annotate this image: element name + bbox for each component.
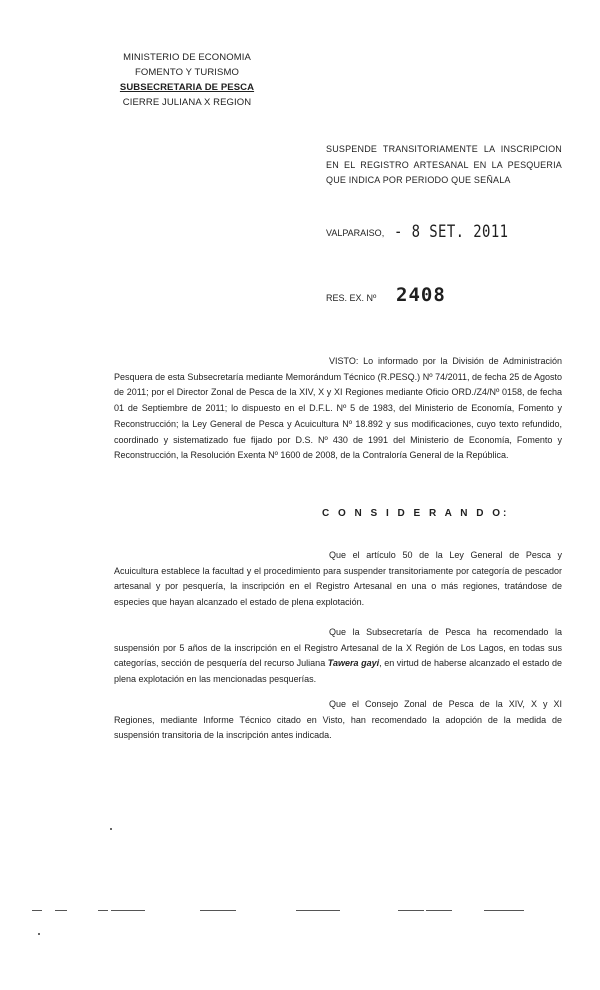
- resolution-number: 2408: [396, 284, 446, 306]
- resolution-label: RES. EX. Nº: [326, 293, 377, 303]
- ministry-name: MINISTERIO DE ECONOMIA: [123, 52, 251, 63]
- footer-rule: [98, 910, 108, 911]
- scan-speck: [38, 933, 40, 935]
- visto-paragraph: VISTO: Lo informado por la División de Administración Pesquera de esta Subsecretaría mediante Memorándum Técnico (R.PESQ.) Nº 74/2011, de fecha 25 de Agosto de 2011; por el Director Zonal de Pesca de la XIV, X y XI Regiones mediante Oficio ORD./Z4/Nº 0158, de fecha 01 de Septiembre de 2011; lo dispuesto en el D.F.L. Nº 5 de 1983, del Ministerio de Economía, Fomento y Reconstrucción; la Ley General de Pesca y Acuicultura Nº 18.892 y sus modificaciones, cuyo texto refundido, coordinado y sistematizado fue fijado por D.S. Nº 430 de 1991 del Ministerio de Economía, Fomento y Reconstrucción, la Resolución Exenta Nº 1600 de 2008, de la Contraloría General de la República.: [114, 356, 562, 461]
- considerando-paragraph-3: Que el Consejo Zonal de Pesca de la XIV, X y XI Regiones, mediante Informe Técnico citado en Visto, han recomendado la adopción de la medida de suspensión transitoria de la inscripción antes indicada.: [114, 699, 562, 741]
- footer-rule: [111, 910, 145, 911]
- footer-rule: [200, 910, 236, 911]
- c2-text-end: , en virtud de haberse alcanzado el estado de plena explotación en las mencionadas pesquerías.: [114, 658, 562, 685]
- place-label: VALPARAISO,: [326, 228, 385, 238]
- reference-line: CIERRE JULIANA X REGION: [122, 97, 252, 108]
- c2-text-start: Que la Subsecretaría de Pesca ha recomendado la suspensión por 5 años de la inscripción en el Registro Artesanal de la X Región de Los Lagos, en todas sus categorías, sección de pesquería del recurso Juliana: [114, 627, 562, 669]
- footer-rule: [296, 910, 340, 911]
- undersecretariat-name: SUBSECRETARIA DE PESCA: [119, 82, 255, 93]
- footer-rule: [55, 910, 67, 911]
- stamped-date: - 8 SET. 2011: [394, 222, 509, 242]
- considerando-paragraph-2: [114, 625, 562, 688]
- species-name: Tawera gayi: [327, 658, 380, 669]
- footer-rule: [426, 910, 452, 911]
- ministry-sector: FOMENTO Y TURISMO: [135, 67, 239, 78]
- scan-speck: [110, 828, 112, 830]
- footer-rule: [484, 910, 524, 911]
- issuer-header: [112, 50, 262, 110]
- considerando-paragraph-1: Que el artículo 50 de la Ley General de Pesca y Acuicultura establece la facultad y el procedimiento para suspender transitoriamente por categoría de pescador artesanal y por pesquería, la inscripción en el Registro Artesanal en una o más regiones, tratándose de especies que hayan alcanzado el estado de plena explotación.: [114, 550, 562, 608]
- considerando-heading: C O N S I D E R A N D O:: [322, 508, 510, 519]
- footer-rule: [32, 910, 42, 911]
- resolution-subject: SUSPENDE TRANSITORIAMENTE LA INSCRIPCION EN EL REGISTRO ARTESANAL EN LA PESQUERIA QUE INDICA POR PERIODO QUE SEÑALA: [326, 144, 562, 185]
- footer-rule: [398, 910, 424, 911]
